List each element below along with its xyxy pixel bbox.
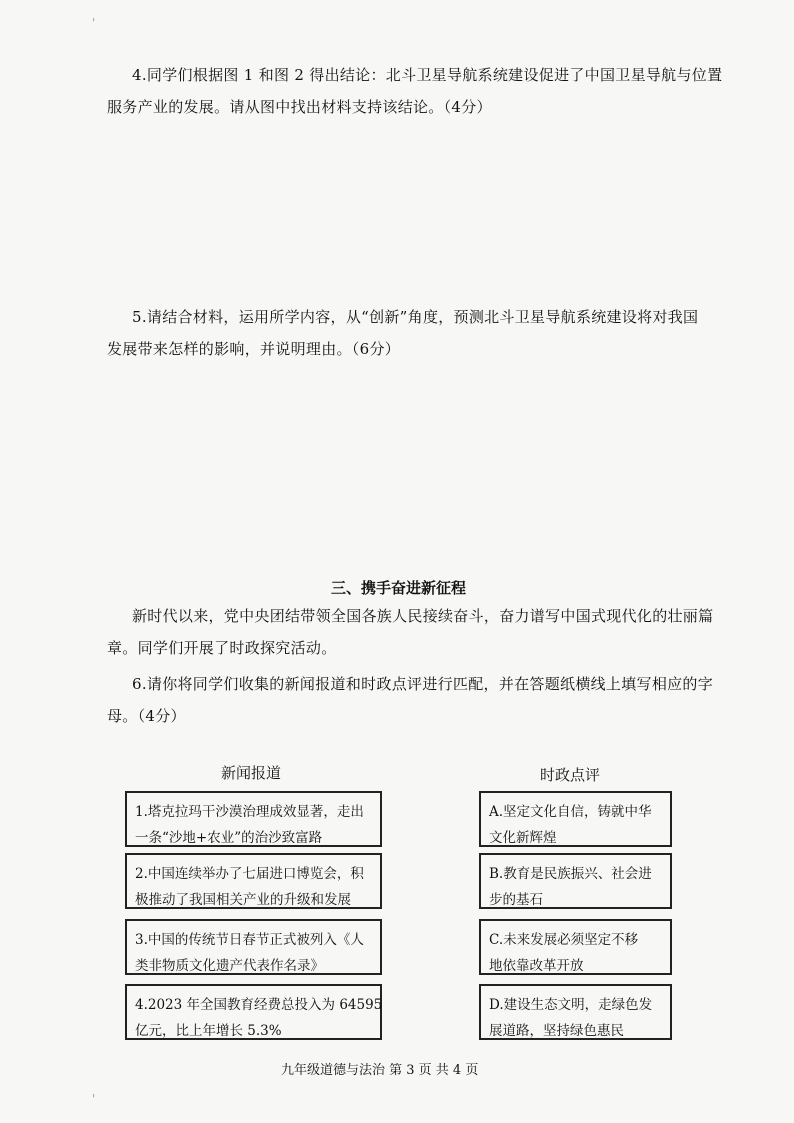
- comment-item-d: [479, 984, 672, 1040]
- comment-item-d-line2: 展道路，坚持绿色惠民: [489, 1023, 624, 1039]
- q6-line2: 母。（4分）: [107, 707, 186, 725]
- q5-line2: 发展带来怎样的影响，并说明理由。（6分）: [107, 340, 401, 358]
- q4-line2: 服务产业的发展。请从图中找出材料支持该结论。（4分）: [107, 98, 492, 116]
- news-item-3-line1: 3.中国的传统节日春节正式被列入《人: [135, 932, 364, 948]
- page-footer: 九年级道德与法治 第 3 页 共 4 页: [281, 1063, 479, 1078]
- comment-item-c-line2: 地依靠改革开放: [489, 958, 584, 974]
- news-item-2: [125, 853, 382, 909]
- news-column-title: 新闻报道: [221, 764, 282, 782]
- q4-line1: 4.同学们根据图 1 和图 2 得出结论：北斗卫星导航系统建设促进了中国卫星导航与位置: [132, 66, 723, 84]
- section3-heading: 三、携手奋进新征程: [331, 579, 467, 597]
- news-item-4: [125, 984, 382, 1040]
- q5-line1: 5.请结合材料，运用所学内容，从“创新”角度，预测北斗卫星导航系统建设将对我国: [132, 308, 699, 326]
- comment-item-a: [479, 791, 672, 847]
- comments-column-title: 时政点评: [540, 766, 601, 784]
- news-item-3: [125, 919, 382, 975]
- news-item-2-line1: 2.中国连续举办了七届进口博览会，积: [135, 866, 364, 882]
- comment-item-c: [479, 919, 672, 975]
- comment-item-a-line2: 文化新辉煌: [489, 830, 557, 846]
- news-item-1-line1: 1.塔克拉玛干沙漠治理成效显著，走出: [135, 804, 364, 820]
- scan-mark-bottom: ': [92, 1092, 96, 1106]
- news-item-1-line2: 一条“沙地+农业”的治沙致富路: [135, 830, 323, 846]
- comment-item-b-line1: B.教育是民族振兴、社会进: [489, 866, 652, 882]
- news-item-3-line2: 类非物质文化遗产代表作名录》: [135, 958, 324, 974]
- comment-item-a-line1: A.坚定文化自信，铸就中华: [489, 804, 652, 820]
- section3-intro-line1: 新时代以来，党中央团结带领全国各族人民接续奋斗，奋力谱写中国式现代化的壮丽篇: [132, 607, 714, 625]
- comment-item-b: [479, 853, 672, 909]
- comment-item-b-line2: 步的基石: [489, 892, 543, 908]
- section3-intro-line2: 章。同学们开展了时政探究活动。: [107, 639, 337, 657]
- news-item-4-line1: 4.2023 年全国教育经费总投入为 64595: [135, 997, 383, 1013]
- comment-item-d-line1: D.建设生态文明，走绿色发: [489, 997, 653, 1013]
- q6-line1: 6.请你将同学们收集的新闻报道和时政点评进行匹配，并在答题纸横线上填写相应的字: [132, 675, 714, 693]
- scan-mark: ': [92, 16, 96, 30]
- news-item-1: [125, 791, 382, 847]
- news-item-2-line2: 极推动了我国相关产业的升级和发展: [135, 892, 351, 908]
- news-item-4-line2: 亿元，比上年增长 5.3%: [135, 1023, 282, 1039]
- comment-item-c-line1: C.未来发展必须坚定不移: [489, 932, 639, 948]
